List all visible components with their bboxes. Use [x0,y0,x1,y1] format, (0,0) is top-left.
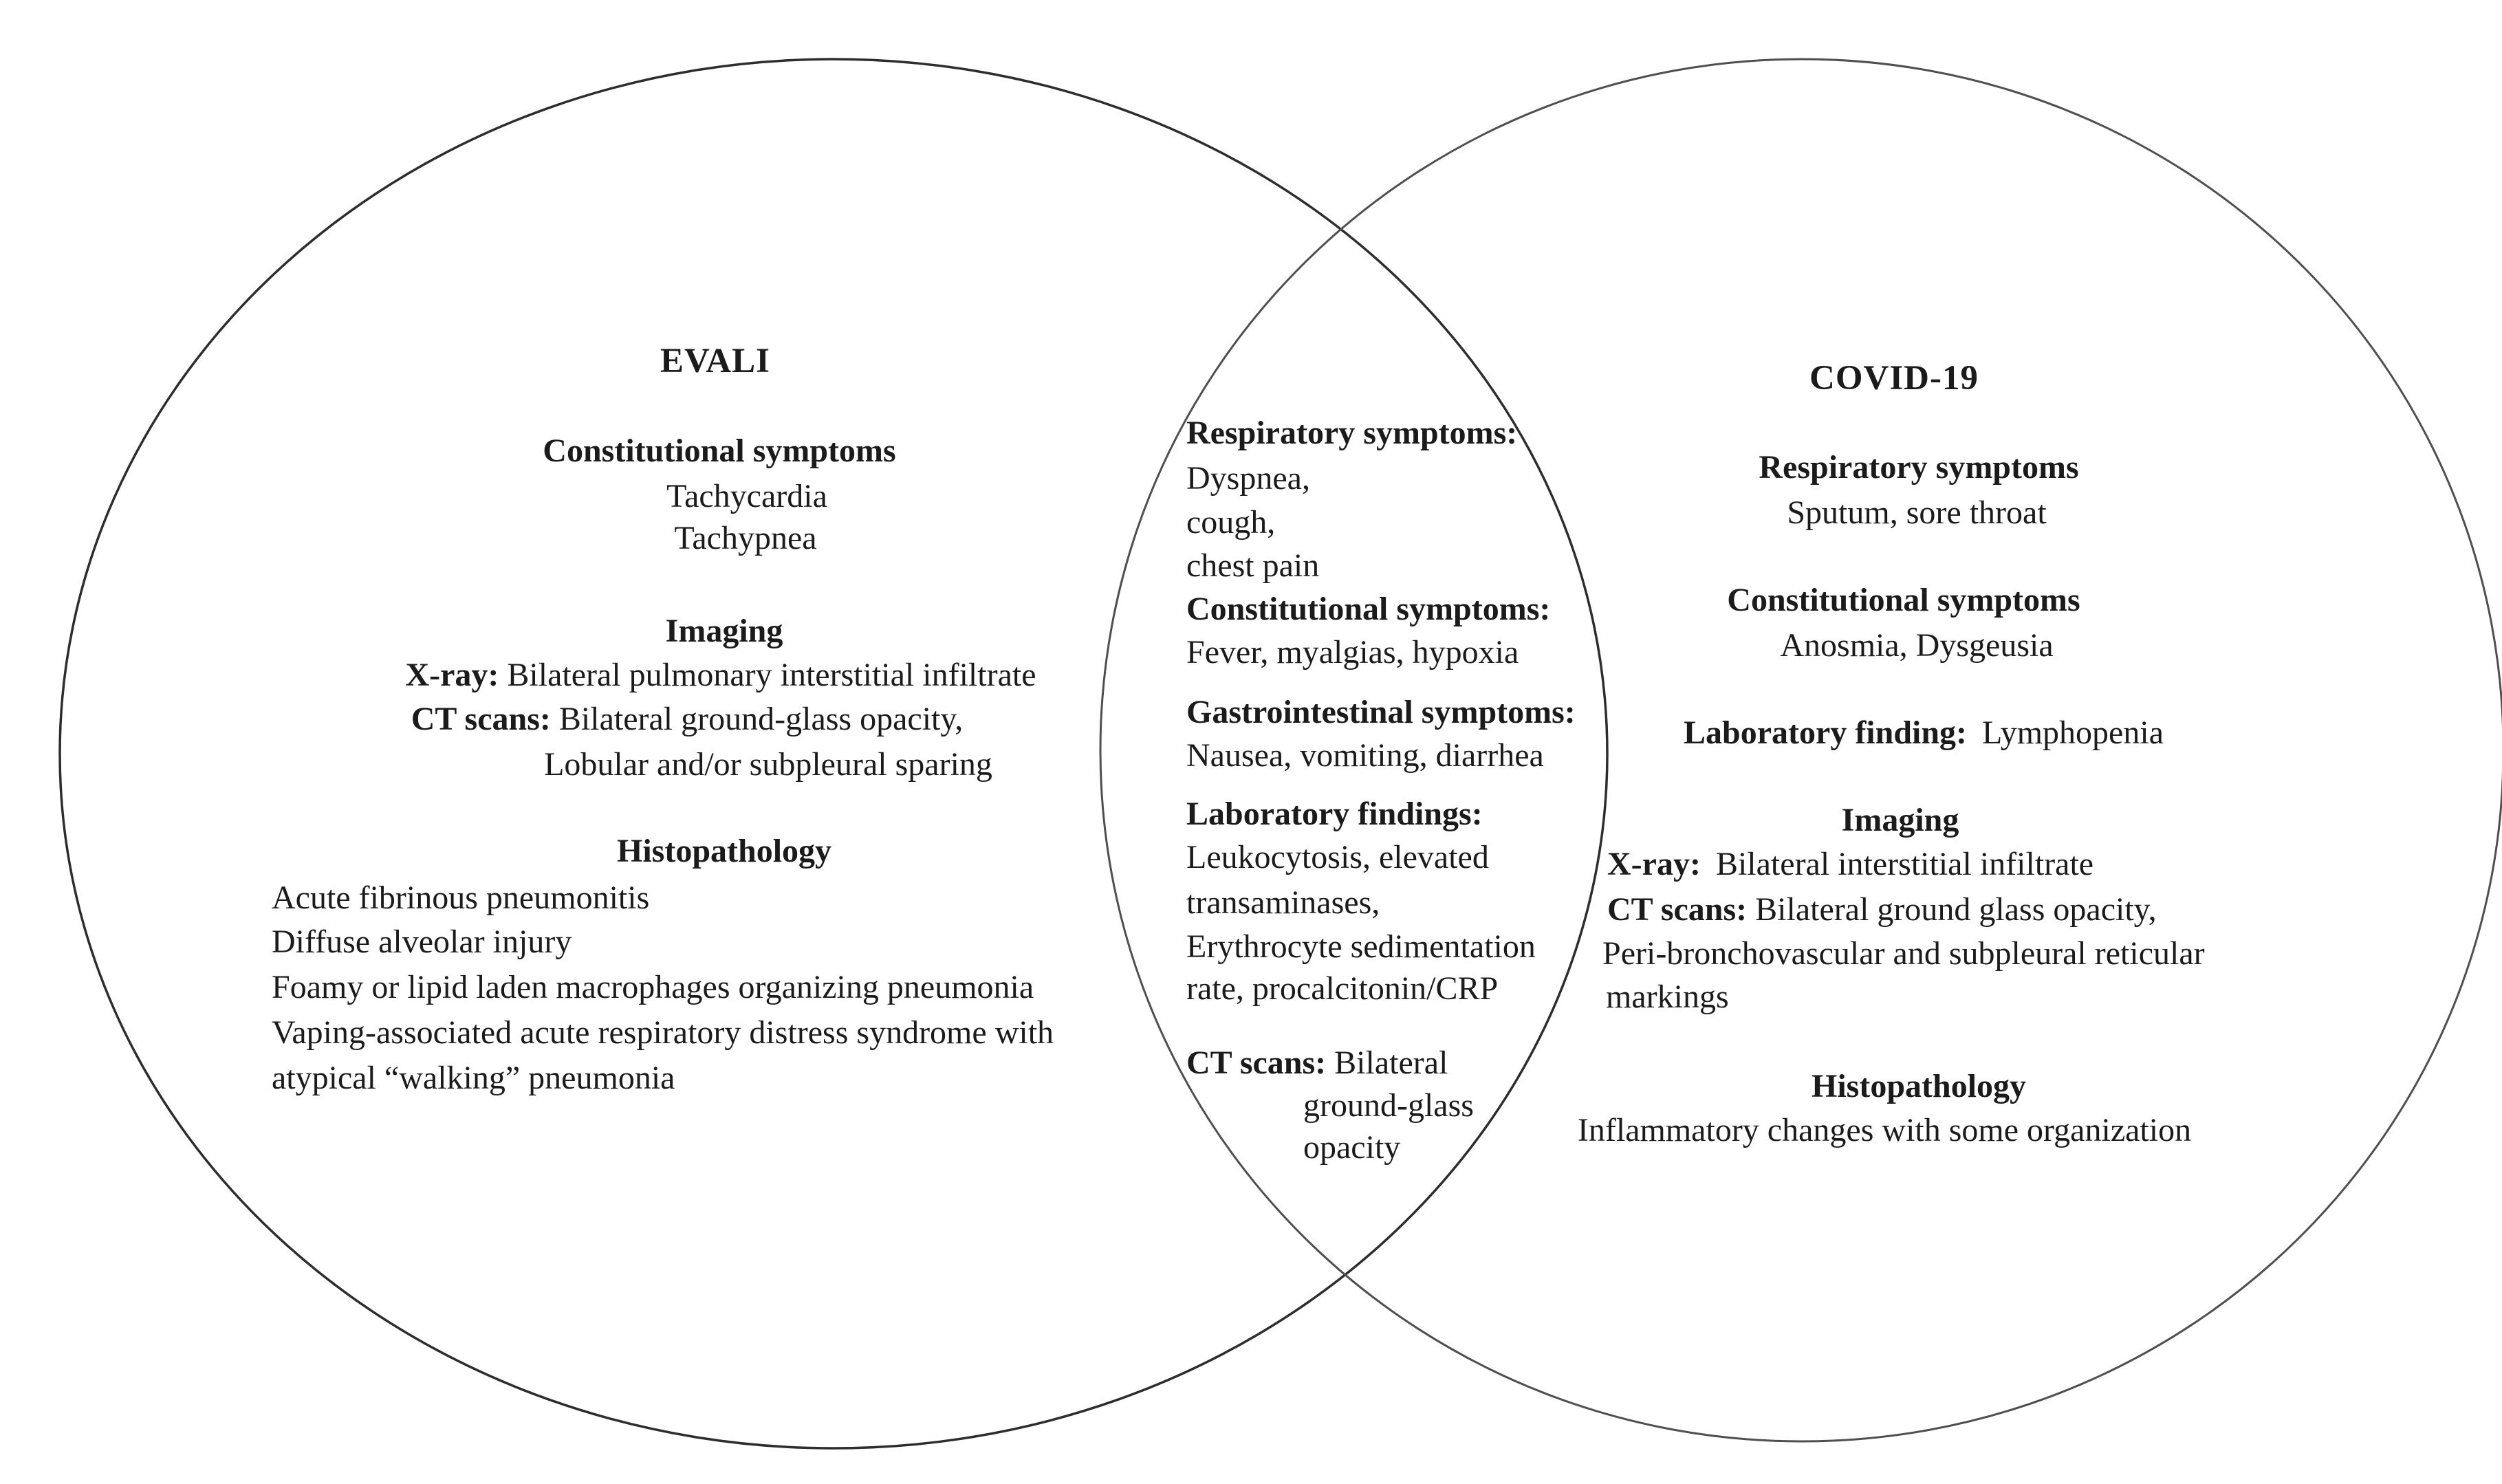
middle-laboratory-heading: Laboratory findings: [1186,796,1483,832]
laboratory-finding-label: Laboratory finding: [1684,714,1968,751]
ct-scans-text: Bilateral ground glass opacity, [1755,891,2157,928]
left-imaging-ct-line2: Lobular and/or subpleural sparing [544,746,992,783]
middle-gastrointestinal-heading: Gastrointestinal symptoms: [1186,694,1576,730]
middle-respiratory-item: Dyspnea, [1186,460,1310,497]
right-histopathology-item: Inflammatory changes with some organization [1577,1112,2192,1148]
middle-laboratory-item: transaminases, [1186,884,1380,921]
right-imaging-heading: Imaging [1841,802,1959,838]
middle-ct-line [1186,1043,1448,1084]
ct-scans-text: Bilateral [1334,1045,1448,1081]
xray-text: Bilateral pulmonary interstitial infiltrate [507,657,1036,693]
ct-scans-label: CT scans: [1607,891,1748,928]
right-circle-title: COVID-19 [1809,359,1979,397]
left-constitutional-item: Tachycardia [666,478,827,514]
right-imaging-xray-line [1607,844,2093,885]
right-imaging-line: Peri-bronchovascular and subpleural reticular [1602,935,2205,972]
left-histopathology-item: Foamy or lipid laden macrophages organizing pneumonia [272,969,1034,1005]
middle-constitutional-heading: Constitutional symptoms: [1186,591,1551,627]
ct-scans-label: CT scans: [411,701,551,737]
right-respiratory-heading: Respiratory symptoms [1759,449,2079,485]
left-constitutional-heading: Constitutional symptoms [543,433,896,469]
middle-respiratory-heading: Respiratory symptoms: [1186,415,1518,451]
right-constitutional-item: Anosmia, Dysgeusia [1780,627,2054,664]
right-imaging-line: markings [1606,979,1729,1015]
left-histopathology-item: Diffuse alveolar injury [272,924,572,960]
right-constitutional-heading: Constitutional symptoms [1727,582,2080,618]
middle-respiratory-item: chest pain [1186,547,1320,584]
middle-laboratory-item: Erythrocyte sedimentation [1186,928,1536,965]
ct-scans-label: CT scans: [1186,1045,1327,1081]
left-circle-title: EVALI [660,342,770,380]
right-laboratory-line [1684,712,2164,754]
middle-laboratory-item: rate, procalcitonin/CRP [1186,970,1499,1007]
left-histopathology-item: Acute fibrinous pneumonitis [272,880,650,916]
middle-constitutional-item: Fever, myalgias, hypoxia [1186,634,1519,670]
right-histopathology-heading: Histopathology [1811,1068,2027,1104]
left-constitutional-item: Tachypnea [674,520,817,556]
middle-respiratory-item: cough, [1186,504,1276,541]
middle-ct-item: opacity [1303,1129,1401,1166]
middle-laboratory-item: Leukocytosis, elevated [1186,839,1489,875]
xray-label: X-ray: [405,657,499,693]
laboratory-finding-text: Lymphopenia [1982,714,2164,751]
middle-ct-item: ground-glass [1303,1087,1474,1124]
left-imaging-xray-line [405,655,1036,696]
xray-text: Bilateral interstitial infiltrate [1715,846,2094,882]
left-imaging-ct-line [411,699,964,740]
left-histopathology-item: atypical “walking” pneumonia [272,1060,675,1096]
xray-label: X-ray: [1607,846,1701,882]
ct-scans-text: Bilateral ground-glass opacity, [558,701,964,737]
right-respiratory-item: Sputum, sore throat [1787,494,2047,531]
middle-gastrointestinal-item: Nausea, vomiting, diarrhea [1186,737,1544,774]
venn-diagram [28,11,2502,1473]
left-histopathology-heading: Histopathology [616,833,832,869]
right-imaging-ct-line [1607,889,2157,930]
left-imaging-heading: Imaging [665,613,783,649]
left-histopathology-item: Vaping-associated acute respiratory distress syndrome with [272,1014,1054,1051]
